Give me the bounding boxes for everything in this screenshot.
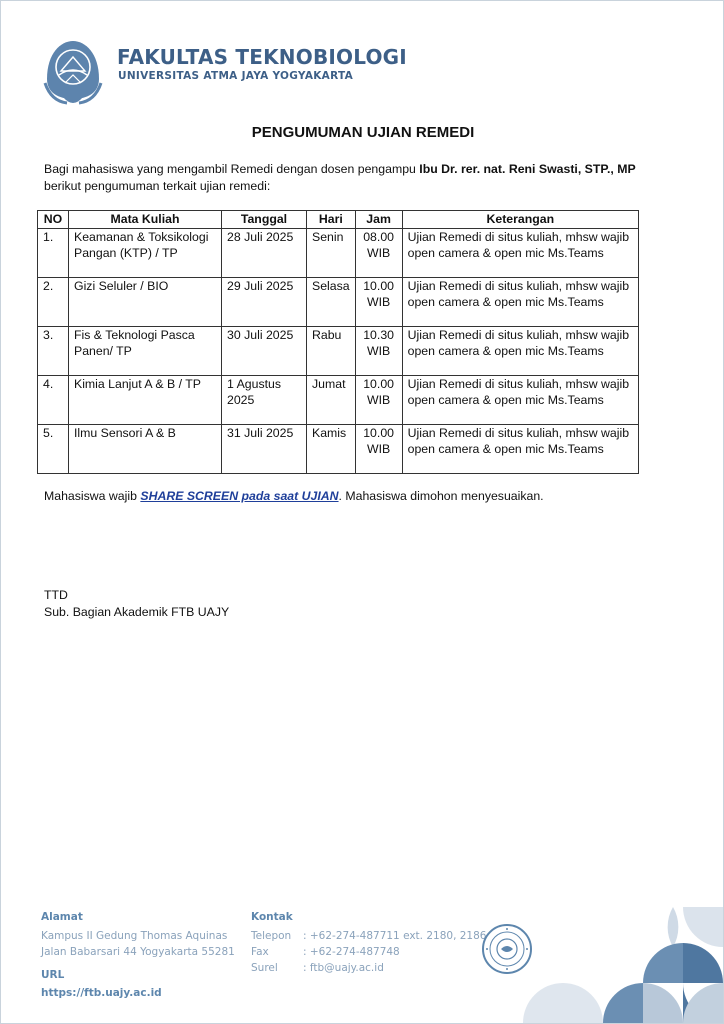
- cell-keterangan: Ujian Remedi di situs kuliah, mhsw wajib open camera & open mic Ms.Teams: [402, 326, 638, 375]
- contact-fax: Fax : +62-274-487748: [251, 946, 400, 958]
- intro-paragraph: [44, 161, 644, 195]
- cell-no: 3.: [38, 326, 69, 375]
- cell-keterangan: Ujian Remedi di situs kuliah, mhsw wajib open camera & open mic Ms.Teams: [402, 424, 638, 473]
- col-header-no: NO: [38, 211, 69, 229]
- faculty-name: FAKULTAS TEKNOBIOLOGI: [117, 45, 407, 69]
- cell-mata-kuliah: Kimia Lanjut A & B / TP: [69, 375, 222, 424]
- cell-no: 1.: [38, 228, 69, 277]
- contact-email: Surel : ftb@uajy.ac.id: [251, 962, 384, 974]
- footer-url-link[interactable]: https://ftb.uajy.ac.id: [41, 987, 162, 999]
- document-title: PENGUMUMAN UJIAN REMEDI: [251, 124, 475, 141]
- cell-no: 5.: [38, 424, 69, 473]
- col-header-keterangan: Keterangan: [402, 211, 638, 229]
- footer-contact: [251, 928, 486, 976]
- address-line1: Kampus II Gedung Thomas Aquinas: [41, 930, 228, 942]
- cell-jam: 10.00 WIB: [355, 424, 402, 473]
- cell-mata-kuliah: Keamanan & Toksikologi Pangan (KTP) / TP: [69, 228, 222, 277]
- signer-name: Sub. Bagian Akademik FTB UAJY: [44, 605, 230, 619]
- col-header-mata-kuliah: Mata Kuliah: [69, 211, 222, 229]
- cell-no: 4.: [38, 375, 69, 424]
- cell-hari: Selasa: [307, 277, 356, 326]
- note-emphasis: SHARE SCREEN pada saat UJIAN: [140, 489, 339, 503]
- table-row: [38, 228, 639, 277]
- cell-tanggal: 31 Juli 2025: [222, 424, 307, 473]
- contact-phone: Telepon : +62-274-487711 ext. 2180, 2186: [251, 930, 487, 942]
- cell-tanggal: 1 Agustus 2025: [222, 375, 307, 424]
- signature-block: [44, 587, 229, 621]
- cell-jam: 10.30 WIB: [355, 326, 402, 375]
- note-suffix: . Mahasiswa dimohon menyesuaikan.: [338, 489, 544, 503]
- footer-address-label: Alamat: [41, 911, 83, 923]
- cell-jam: 10.00 WIB: [355, 277, 402, 326]
- footer-contact-label: Kontak: [251, 911, 293, 923]
- table-row: [38, 326, 639, 375]
- lecturer-name: Ibu Dr. rer. nat. Reni Swasti, STP., MP: [419, 162, 636, 176]
- cell-keterangan: Ujian Remedi di situs kuliah, mhsw wajib open camera & open mic Ms.Teams: [402, 228, 638, 277]
- cell-keterangan: Ujian Remedi di situs kuliah, mhsw wajib open camera & open mic Ms.Teams: [402, 277, 638, 326]
- cell-keterangan: Ujian Remedi di situs kuliah, mhsw wajib open camera & open mic Ms.Teams: [402, 375, 638, 424]
- schedule-table: [37, 210, 639, 474]
- cell-tanggal: 28 Juli 2025: [222, 228, 307, 277]
- table-row: [38, 277, 639, 326]
- table-header-row: [38, 211, 639, 229]
- cell-tanggal: 29 Juli 2025: [222, 277, 307, 326]
- address-line2: Jalan Babarsari 44 Yogyakarta 55281: [41, 946, 235, 958]
- cell-mata-kuliah: Fis & Teknologi Pasca Panen/ TP: [69, 326, 222, 375]
- col-header-jam: Jam: [355, 211, 402, 229]
- col-header-tanggal: Tanggal: [222, 211, 307, 229]
- col-header-hari: Hari: [307, 211, 356, 229]
- decorative-pattern-icon: [523, 907, 723, 1023]
- cell-jam: 10.00 WIB: [355, 375, 402, 424]
- table-row: [38, 424, 639, 473]
- university-logo-icon: [41, 35, 105, 109]
- cell-jam: 08.00 WIB: [355, 228, 402, 277]
- footer-address: [41, 928, 235, 960]
- cell-hari: Senin: [307, 228, 356, 277]
- university-name: UNIVERSITAS ATMA JAYA YOGYAKARTA: [118, 70, 354, 82]
- cell-mata-kuliah: Gizi Seluler / BIO: [69, 277, 222, 326]
- cell-tanggal: 30 Juli 2025: [222, 326, 307, 375]
- cell-mata-kuliah: Ilmu Sensori A & B: [69, 424, 222, 473]
- intro-text-line2: berikut pengumuman terkait ujian remedi:: [44, 179, 271, 193]
- share-screen-note: [44, 489, 544, 503]
- cell-hari: Kamis: [307, 424, 356, 473]
- intro-text: Bagi mahasiswa yang mengambil Remedi dengan dosen pengampu: [44, 162, 420, 176]
- ttd-label: TTD: [44, 588, 68, 602]
- note-prefix: Mahasiswa wajib: [44, 489, 141, 503]
- table-row: [38, 375, 639, 424]
- cell-no: 2.: [38, 277, 69, 326]
- cell-hari: Rabu: [307, 326, 356, 375]
- cell-hari: Jumat: [307, 375, 356, 424]
- footer-url-label: URL: [41, 969, 65, 981]
